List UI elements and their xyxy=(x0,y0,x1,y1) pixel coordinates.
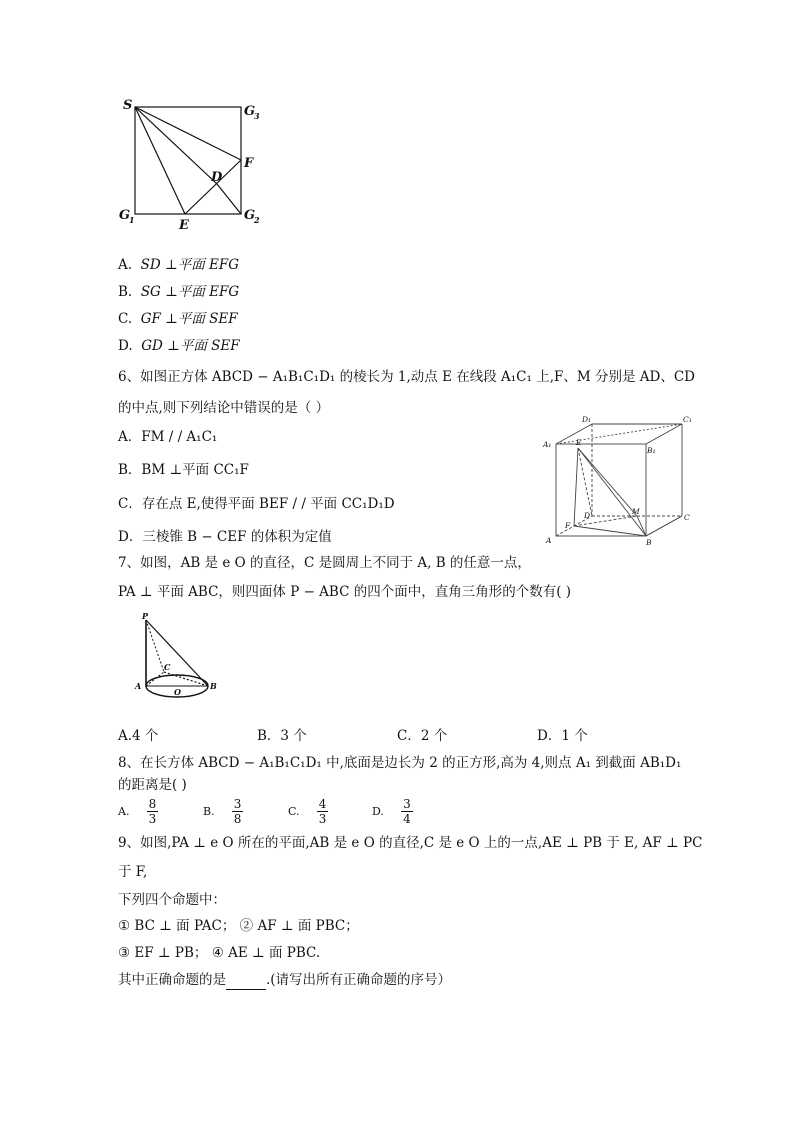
label-s: S xyxy=(123,98,133,113)
q7-stem-line1: 7、如图，AB 是 e O 的直径，C 是圆周上不同于 A, B 的任意一点， xyxy=(118,555,531,571)
cube-label-b1: B₁ xyxy=(647,446,656,455)
q8-option-a-den: 3 xyxy=(148,812,157,826)
cube-label-d1: D₁ xyxy=(582,415,592,424)
q5-option-b xyxy=(118,282,239,302)
q6-stem-line2: 的中点,则下列结论中错误的是（ ） xyxy=(118,400,330,416)
q5-option-c-label: C. xyxy=(118,311,133,327)
label-e: E xyxy=(179,218,189,233)
q8-stem-line2: 的距离是( ) xyxy=(118,777,187,793)
q5-option-c xyxy=(118,309,238,329)
q8-option-c-num: 4 xyxy=(318,797,327,811)
q6-option-a: A．FM / / A₁C₁ xyxy=(118,429,218,445)
q9-stem-line3: 下列四个命题中： xyxy=(118,892,226,908)
q8-option-d-fraction xyxy=(401,797,413,826)
q7-option-b: B．3 个 xyxy=(257,728,307,744)
label-g1-sub: 1 xyxy=(129,215,135,225)
cube-label-a: A xyxy=(546,536,552,545)
q7-option-d: D．1 个 xyxy=(537,728,588,744)
label-g2-sub: 2 xyxy=(254,215,260,225)
cube-label-e: E xyxy=(576,438,582,447)
q5-option-b-label: B. xyxy=(118,284,133,300)
q9-stem-line2: 于 F, xyxy=(118,864,148,880)
cone-label-p: P xyxy=(142,611,149,621)
q8-option-c-fraction xyxy=(317,797,329,826)
q8-option-b-fraction xyxy=(232,797,244,826)
q8-option-c-den: 3 xyxy=(318,812,327,826)
q8-option-b-label: B. xyxy=(203,805,215,818)
cone-label-b: B xyxy=(210,681,217,691)
cube-label-c1: C₁ xyxy=(683,415,692,424)
cube-label-a1: A₁ xyxy=(543,440,552,449)
q9-answer-hint: .(请写出所有正确命题的序号） xyxy=(266,972,452,988)
cone-label-a: A xyxy=(135,681,142,691)
q8-option-b xyxy=(203,797,243,826)
label-g3-sub: 3 xyxy=(254,111,260,121)
q7-option-a: A.4 个 xyxy=(118,728,159,744)
q6-option-b: B．BM ⊥平面 CC₁F xyxy=(118,462,249,478)
q5-option-a-text: SD ⊥平面 EFG xyxy=(140,257,239,273)
q5-option-c-text: GF ⊥平面 SEF xyxy=(140,311,238,327)
q8-option-d-den: 4 xyxy=(403,812,411,826)
figure-cube xyxy=(540,412,700,550)
q8-option-d-label: D. xyxy=(372,805,384,818)
q8-option-a-num: 8 xyxy=(148,797,157,811)
q5-option-a-label: A. xyxy=(118,257,133,273)
label-d: D xyxy=(211,170,223,185)
q5-option-a xyxy=(118,255,239,275)
q8-option-a xyxy=(118,797,158,826)
cube-label-f: F xyxy=(565,521,571,530)
q5-option-d-label: D. xyxy=(118,338,133,354)
cone-label-o: O xyxy=(174,687,181,697)
figure-cone xyxy=(130,610,230,710)
label-g3: G xyxy=(244,104,256,119)
label-g1: G xyxy=(119,208,131,223)
label-f: F xyxy=(244,156,254,171)
cone-label-c: C xyxy=(164,662,171,672)
q6-option-c: C．存在点 E,使得平面 BEF / / 平面 CC₁D₁D xyxy=(118,496,395,512)
q8-stem-line1: 8、在长方体 ABCD − A₁B₁C₁D₁ 中,底面是边长为 2 的正方形,高为 4,则点 A₁ 到截面 AB₁D₁ xyxy=(118,755,682,771)
q5-option-b-text: SG ⊥平面 EFG xyxy=(140,284,240,300)
q8-option-c-label: C. xyxy=(288,805,300,818)
q8-option-a-label: A. xyxy=(118,805,130,818)
q6-option-d: D．三棱锥 B − CEF 的体积为定值 xyxy=(118,529,332,545)
q5-option-d xyxy=(118,336,240,356)
figure-square-sg xyxy=(115,95,275,235)
q6-stem-line1: 6、如图正方体 ABCD − A₁B₁C₁D₁ 的棱长为 1,动点 E 在线段 A₁C₁ 上,F、M 分别是 AD、CD xyxy=(118,369,695,385)
cube-label-b: B xyxy=(646,538,652,547)
q9-answer-blank[interactable] xyxy=(226,975,266,990)
q8-option-d xyxy=(372,797,413,826)
label-g2: G xyxy=(244,208,256,223)
q8-option-d-num: 3 xyxy=(403,797,411,811)
q5-option-d-text: GD ⊥平面 SEF xyxy=(141,338,240,354)
q9-propositions-1-2: ① BC ⊥ 面 PAC； ② AF ⊥ 面 PBC； xyxy=(118,918,359,934)
q9-answer-prompt: 其中正确命题的是 xyxy=(118,972,226,988)
q8-option-c xyxy=(288,797,328,826)
q8-option-b-den: 8 xyxy=(233,812,242,826)
q7-stem-line2: PA ⊥ 平面 ABC，则四面体 P − ABC 的四个面中，直角三角形的个数有( ) xyxy=(118,584,572,600)
cube-label-c: C xyxy=(684,513,690,522)
cube-label-d: D xyxy=(584,511,591,520)
q9-stem-line1: 9、如图,PA ⊥ e O 所在的平面,AB 是 e O 的直径,C 是 e O 上的一点,AE ⊥ PB 于 E, AF ⊥ PC xyxy=(118,835,703,851)
q9-answer-line xyxy=(118,970,451,990)
q8-option-b-num: 3 xyxy=(233,797,242,811)
q7-option-c: C．2 个 xyxy=(397,728,448,744)
q9-propositions-3-4: ③ EF ⊥ PB； ④ AE ⊥ 面 PBC. xyxy=(118,945,321,961)
cube-label-m: M xyxy=(632,507,640,516)
q8-option-a-fraction xyxy=(147,797,159,826)
